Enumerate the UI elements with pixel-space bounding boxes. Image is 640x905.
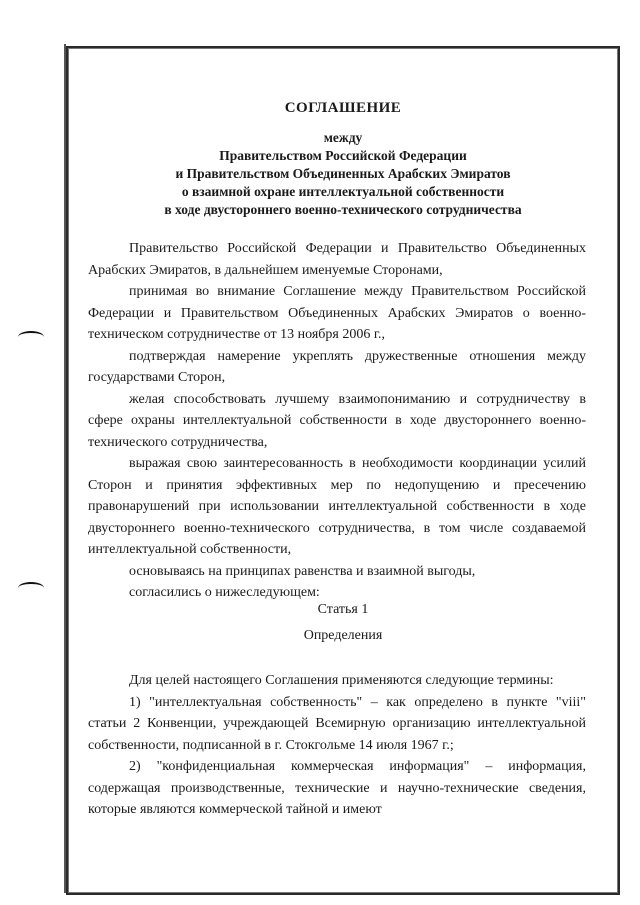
document-heading <box>66 100 620 219</box>
preamble-paragraph: выражая свою заинтересованность в необходимости координации усилий Сторон и принятия эффективных мер по недопущению и пресечению правонарушений при использовании интеллектуальной собственности в ходе двустороннего военно-технического сотрудничества, в том числе создаваемой интеллектуальной собственности, <box>88 456 586 557</box>
article-intro: Для целей настоящего Соглашения применяются следующие термины: <box>129 673 554 688</box>
subtitle-line: о взаимной охране интеллектуальной собственности <box>181 184 505 199</box>
subtitle-line: в ходе двустороннего военно-технического сотрудничества <box>164 202 522 217</box>
binder-hole-mark <box>18 582 44 594</box>
preamble <box>88 238 586 604</box>
definition-item: 1) "интеллектуальная собственность" – как определено в пункте "viii" статьи 2 Конвенции, учреждающей Всемирную организацию интеллектуальной собственности, подписанной в г. Стокгольме 14 июля 1967 г.; <box>88 694 586 753</box>
subtitle-line: Правительством Российской Федерации <box>219 148 467 163</box>
preamble-paragraph: Правительство Российской Федерации и Правительство Объединенных Арабских Эмиратов, в дальнейшем именуемые Сторонами, <box>88 241 586 278</box>
document-title: СОГЛАШЕНИЕ <box>284 100 402 116</box>
preamble-paragraph: подтверждая намерение укреплять дружественные отношения между государствами Сторон, <box>88 348 586 385</box>
subtitle-line: и Правительством Объединенных Арабских Эмиратов <box>175 166 511 181</box>
preamble-paragraph: принимая во внимание Соглашение между Правительством Российской Федерации и Правительством Объединенных Арабских Эмиратов о военно-техническом сотрудничестве от 13 ноября 2006 г., <box>88 284 586 342</box>
subtitle-line: между <box>323 130 363 145</box>
preamble-paragraph: желая способствовать лучшему взаимопониманию и сотрудничеству в сфере охраны интеллектуальной собственности в ходе двустороннего военно-технического сотрудничества, <box>88 391 586 450</box>
article-body <box>88 670 586 821</box>
binder-hole-mark <box>18 331 44 343</box>
article-number: Статья 1 <box>317 602 369 617</box>
definition-item: 2) "конфиденциальная коммерческая информация" – информация, содержащая производственные, технические и научно-технические сведения, которые являются коммерческой тайной и имеют <box>88 759 586 817</box>
preamble-paragraph: согласились о нижеследующем: <box>129 585 320 600</box>
article-title: Определения <box>303 628 383 643</box>
preamble-paragraph: основываясь на принципах равенства и взаимной выгоды, <box>129 563 476 579</box>
